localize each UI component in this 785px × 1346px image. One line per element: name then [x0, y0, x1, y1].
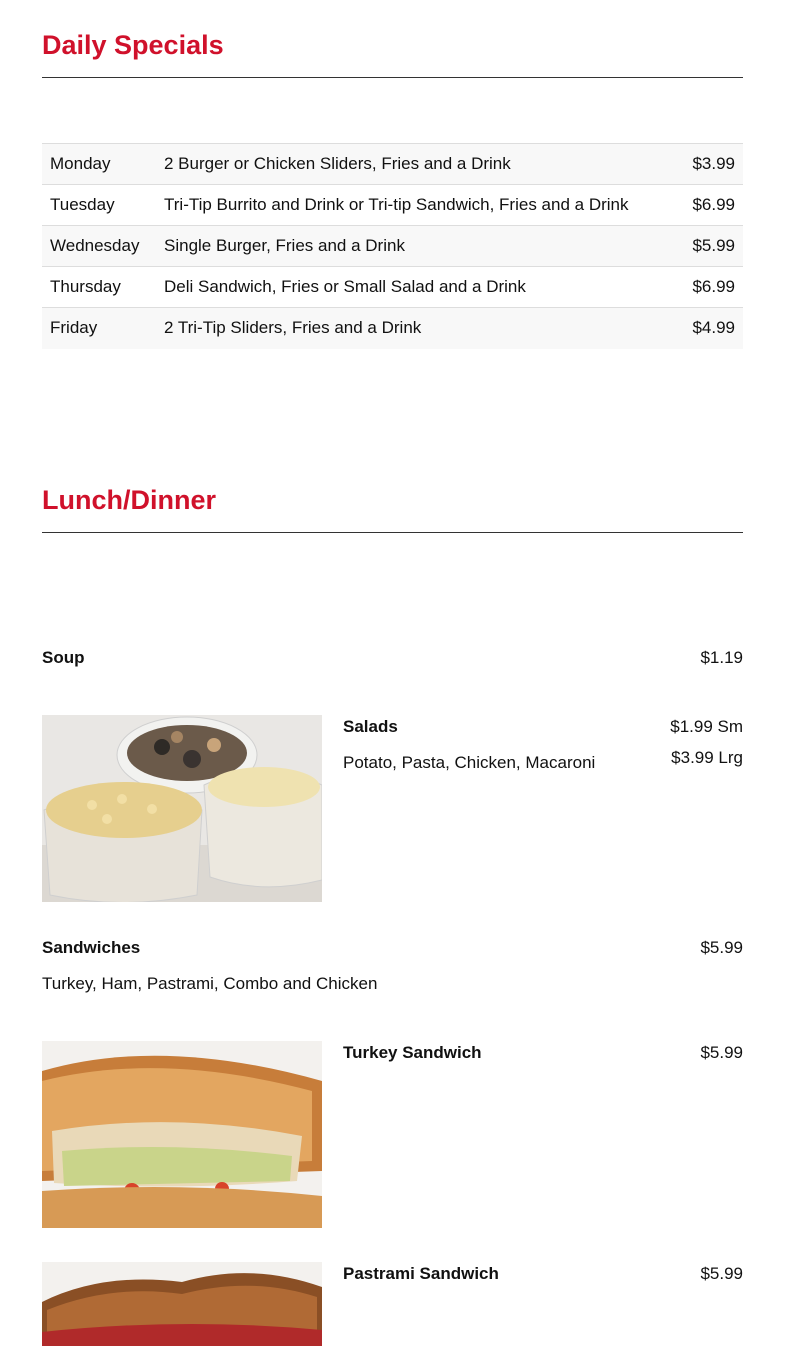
special-desc: Deli Sandwich, Fries or Small Salad and a Drink [164, 277, 526, 296]
item-desc: Turkey, Ham, Pastrami, Combo and Chicken [42, 974, 378, 993]
pastrami-sandwich-photo [42, 1262, 322, 1346]
table-row [42, 308, 743, 349]
table-row [42, 185, 743, 226]
item-desc: Potato, Pasta, Chicken, Macaroni [343, 753, 596, 772]
menu-item-pastrami-sandwich [343, 1264, 743, 1294]
menu-item-turkey-sandwich [343, 1043, 743, 1073]
special-day: Wednesday [50, 236, 140, 255]
daily-specials-section [42, 30, 743, 80]
item-price: $5.99 [700, 1043, 743, 1062]
special-day: Monday [50, 154, 111, 173]
item-name: Soup [42, 648, 85, 667]
table-row [42, 226, 743, 267]
special-desc: 2 Burger or Chicken Sliders, Fries and a Drink [164, 154, 511, 173]
item-name: Pastrami Sandwich [343, 1264, 499, 1283]
menu-item-sandwiches [42, 938, 743, 998]
lunch-dinner-section [42, 485, 743, 535]
item-name: Turkey Sandwich [343, 1043, 482, 1062]
daily-specials-divider [42, 77, 743, 78]
special-desc: Single Burger, Fries and a Drink [164, 236, 405, 255]
special-price: $5.99 [692, 236, 735, 255]
table-row [42, 267, 743, 308]
table-row [42, 144, 743, 185]
daily-specials-title: Daily Specials [42, 30, 224, 60]
lunch-dinner-divider [42, 532, 743, 533]
turkey-sandwich-photo [42, 1041, 322, 1228]
special-price: $6.99 [692, 195, 735, 214]
special-price: $6.99 [692, 277, 735, 296]
special-desc: 2 Tri-Tip Sliders, Fries and a Drink [164, 318, 422, 338]
item-price: $5.99 [700, 938, 743, 957]
item-name: Salads [343, 717, 398, 736]
lunch-dinner-title: Lunch/Dinner [42, 485, 216, 515]
menu-item-salads [343, 717, 743, 787]
item-price-large: $3.99 Lrg [671, 748, 743, 767]
special-day: Thursday [50, 277, 121, 296]
special-day: Friday [50, 318, 98, 338]
daily-specials-table [42, 143, 743, 349]
special-price: $3.99 [692, 154, 735, 173]
menu-item-soup [42, 648, 743, 672]
special-day: Tuesday [50, 195, 115, 214]
item-price-small: $1.99 Sm [670, 717, 743, 736]
salads-photo [42, 715, 322, 902]
item-name: Sandwiches [42, 938, 141, 957]
item-price: $5.99 [700, 1264, 743, 1283]
special-price: $4.99 [692, 318, 735, 338]
special-desc: Tri-Tip Burrito and Drink or Tri-tip Sandwich, Fries and a Drink [164, 195, 629, 214]
item-price: $1.19 [700, 648, 743, 667]
